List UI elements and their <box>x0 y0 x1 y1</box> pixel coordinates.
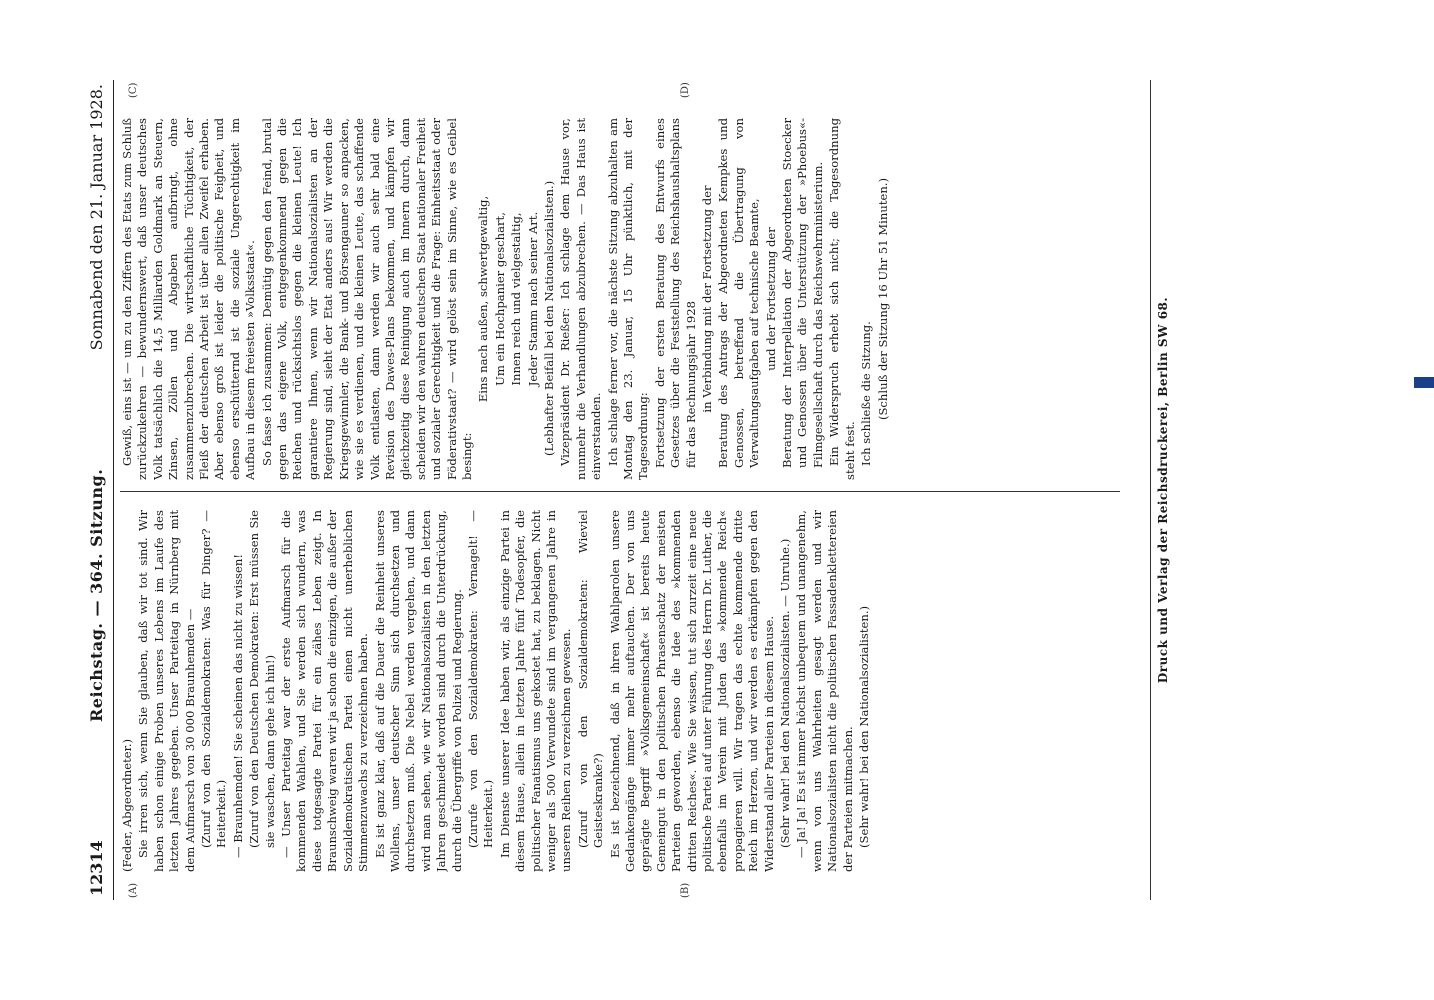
paragraph: Im Dienste unserer Idee haben wir, als einzige Partei in diesem Hause, allein in letzten Jahre fünf Todesopfer, die politischer Fanatismus uns gekostet hat, zu beklagen. Nicht weniger als 500 Verwundete sind im vergangenen Jahre in unseren Reihen zu verzeichnen gewesen. <box>497 510 574 872</box>
margin-mark-d: (D) <box>680 82 691 98</box>
document-page <box>80 80 1180 900</box>
interjection: (Sehr wahr! bei den Nationalsozialisten.) <box>857 605 872 848</box>
paragraph: — Ja! Ja! Es ist immer höchst unbequem und unangenehm, wenn von uns Wahrheiten gesagt werden und wir Nationalsozialisten nicht die politischen Fassadenklettereien der Parteien mitmachen. <box>794 510 855 872</box>
paragraph: Ich schließe die Sitzung. <box>859 321 874 466</box>
agenda-connector: in Verbindung mit der Fortsetzung der <box>700 185 715 413</box>
paragraph: — Unser Parteitag war der erste Aufmarsch für die kommenden Wahlen, und Sie werden sich wundern, was diese totgesagte Partei für ein zähes Leben zeigt. In Braunschweig waren wir ja schon die einzigen, die außer der Sozialdemokratischen Partei einen nicht unerheblichen Stimmenzuwachs zu verzeichnen haben. <box>279 510 371 872</box>
interjection: (Sehr wahr! bei den Nationalsozialisten. — Unruhe.) <box>778 538 793 848</box>
interjection: (Lebhafter Beifall bei den Nationalsozialisten.) <box>541 180 556 456</box>
dfg-logo <box>1414 377 1434 388</box>
footer-rule <box>1150 80 1151 900</box>
paragraph: Gewiß, eins ist — um zu den Ziffern des Etats zum Schluß zurückzukehren — bewundernswert, daß unser deutsches Volk tatsächlich die 14,5 Milliarden Goldmark an Steuern, Zinsen, Zöllen und Abgaben aufbringt, ohne zusammenzubrechen. Die wirtschaftliche Tüchtigkeit, der Fleiß der deutschen Arbeit ist über allen Zweifel erhaben. Aber ebenso groß ist leider die politische Feigheit, und ebenso erschütternd ist die soziale Ungerechtigkeit im Aufbau in diesem freiesten »Volksstaat«. <box>120 118 258 480</box>
interjection: (Zuruf von den Sozialdemokraten: Wieviel Geisteskranke?) <box>575 510 606 848</box>
page-header <box>80 80 114 900</box>
right-column <box>120 118 1120 480</box>
verse-line: Jeder Stamm nach seiner Art. <box>525 211 540 387</box>
paragraph: — Braunhemden! Sie scheinen das nicht zu wissen! <box>230 554 245 858</box>
session-date: Sonnabend den 21. Januar 1928. <box>87 84 106 351</box>
verse-line: Innen reich und vielgestaltig, <box>509 212 524 386</box>
paragraph: Ein Widerspruch erhebt sich nicht; die Tagesordnung steht fest. <box>827 118 857 480</box>
interjection: (Zuruf von den Sozialdemokraten: Was für Dinger? — Heiterkeit.) <box>199 510 229 848</box>
margin-mark-b: (B) <box>680 882 691 898</box>
paragraph: Es ist bezeichnend, daß in ihren Wahlparolen unsere Gedankengänge immer mehr auftauchen. Der von uns geprägte Begriff »Volksgemeinschaft« ist bereits heute Gemeingut in den politischen Phrasenschatz der meisten Parteien geworden, ebenso die Idee des »kommenden dritten Reiches«. Wie Sie wissen, tut sich zurzeit eine neue politische Partei auf unter Führung des Herrn Dr. Luther, die ebenfalls im Verein mit Juden das »kommende Reich« propagieren will. Wir tragen das echte kommende dritte Reich im Herzen, und wir werden es erkämpfen gegen den Widerstand aller Parteien in diesem Hause. <box>607 510 776 872</box>
agenda-item: Beratung der Interpellation der Abgeordneten Stoecker und Genossen über die Unterstützung der »Phoebus«-Filmgesellschaft durch das Reichswehrministerium. <box>780 118 825 468</box>
paragraph: Vizepräsident Dr. Rießer: Ich schlage dem Hause vor, nunmehr die Verhandlungen abzubrechen. — Das Haus ist einverstanden. <box>558 118 604 480</box>
paragraph: Ich schlage ferner vor, die nächste Sitzung abzuhalten am Montag den 23. Januar, 15 Uhr pünktlich, mit der Tagesordnung: <box>605 118 651 480</box>
paragraph: So fasse ich zusammen: Demütig gegen den Feind, brutal gegen das eigene Volk, entgegenkommend gegen die Reichen und rücksichtslos gegen die kleinen Leute! Ich garantiere Ihnen, wenn wir Nationalsozialisten an der Regierung sind, sieht der Etat anders aus! Wir werden die Kriegsgewinnler, die Bank- und Börsengauner so anpacken, wie sie es verdienen, und die kleinen Leute, das schaffende Volk entlasten, dann werden wir auch sehr bald eine Revision des Dawes-Plans bekommen, und kämpfen wir gleichzeitig diese Reinigung auch im Innern durch, dann scheiden wir den wahren deutschen Staat nationaler Freiheit und sozialer Gerechtigkeit und die Frage: Einheitsstaat oder Föderativstaat? — wird gelöst sein im Sinne, wie es Geibel besingt: <box>259 118 474 480</box>
text-columns <box>120 82 1140 898</box>
page-number: 12314 <box>87 840 106 896</box>
agenda-item: Beratung des Antrags der Abgeordneten Kempkes und Genossen, betreffend die Übertragung von Verwaltungsaufgaben auf technische Beamte, <box>716 118 762 468</box>
margin-mark-a: (A) <box>128 882 139 898</box>
closing-note: (Schluß der Sitzung 16 Uhr 51 Minuten.) <box>875 177 890 421</box>
margin-mark-c: (C) <box>128 82 139 98</box>
column-divider <box>120 491 1120 492</box>
verse-line: Um ein Hochpanier geschart, <box>492 212 507 386</box>
session-title: Reichstag. — 364. Sitzung. <box>87 468 106 722</box>
agenda-connector: und der Fortsetzung der <box>763 227 778 371</box>
paragraph: Sie irren sich, wenn Sie glauben, daß wir tot sind. Wir haben schon einige Proben unseres Lebens im Laufe des letzten Jahres gegeben. Unser Parteitag in Nürnberg mit dem Aufmarsch von 30 000 Braunhemden — <box>136 510 197 872</box>
left-column <box>120 510 1120 872</box>
interjection: (Zurufe von den Sozialdemokraten: Vernagelt! — Heiterkeit.) <box>465 510 496 848</box>
interjection: (Zuruf von den Deutschen Demokraten: Erst müssen Sie sie waschen, dann gehe ich hin!) <box>247 510 277 848</box>
agenda-item: Fortsetzung der ersten Beratung des Entwurfs eines Gesetzes über die Feststellung des Reichshaushaltsplans für das Rechnungsjahr 1928 <box>652 118 698 468</box>
speaker-line: (Feder, Abgeordneter.) <box>120 738 134 872</box>
imprint: Druck und Verlag der Reichsdruckerei, Berlin SW 68. <box>1156 296 1170 684</box>
funding-note <box>1418 8 1432 388</box>
paragraph: Es ist ganz klar, daß auf die Dauer die Reinheit unseres Wollens, unser deutscher Sinn sich durchsetzen und durchsetzen muß. Die Nebel werden vergehen, und dann wird man sehen, wie wir Nationalsozialisten in den letzten Jahren geschmiedet worden sind durch die Unterdrückung, durch die Übergriffe von Polizei und Regierung. <box>372 510 464 872</box>
verse-line: Eins nach außen, schwertgewaltig, <box>476 195 491 403</box>
